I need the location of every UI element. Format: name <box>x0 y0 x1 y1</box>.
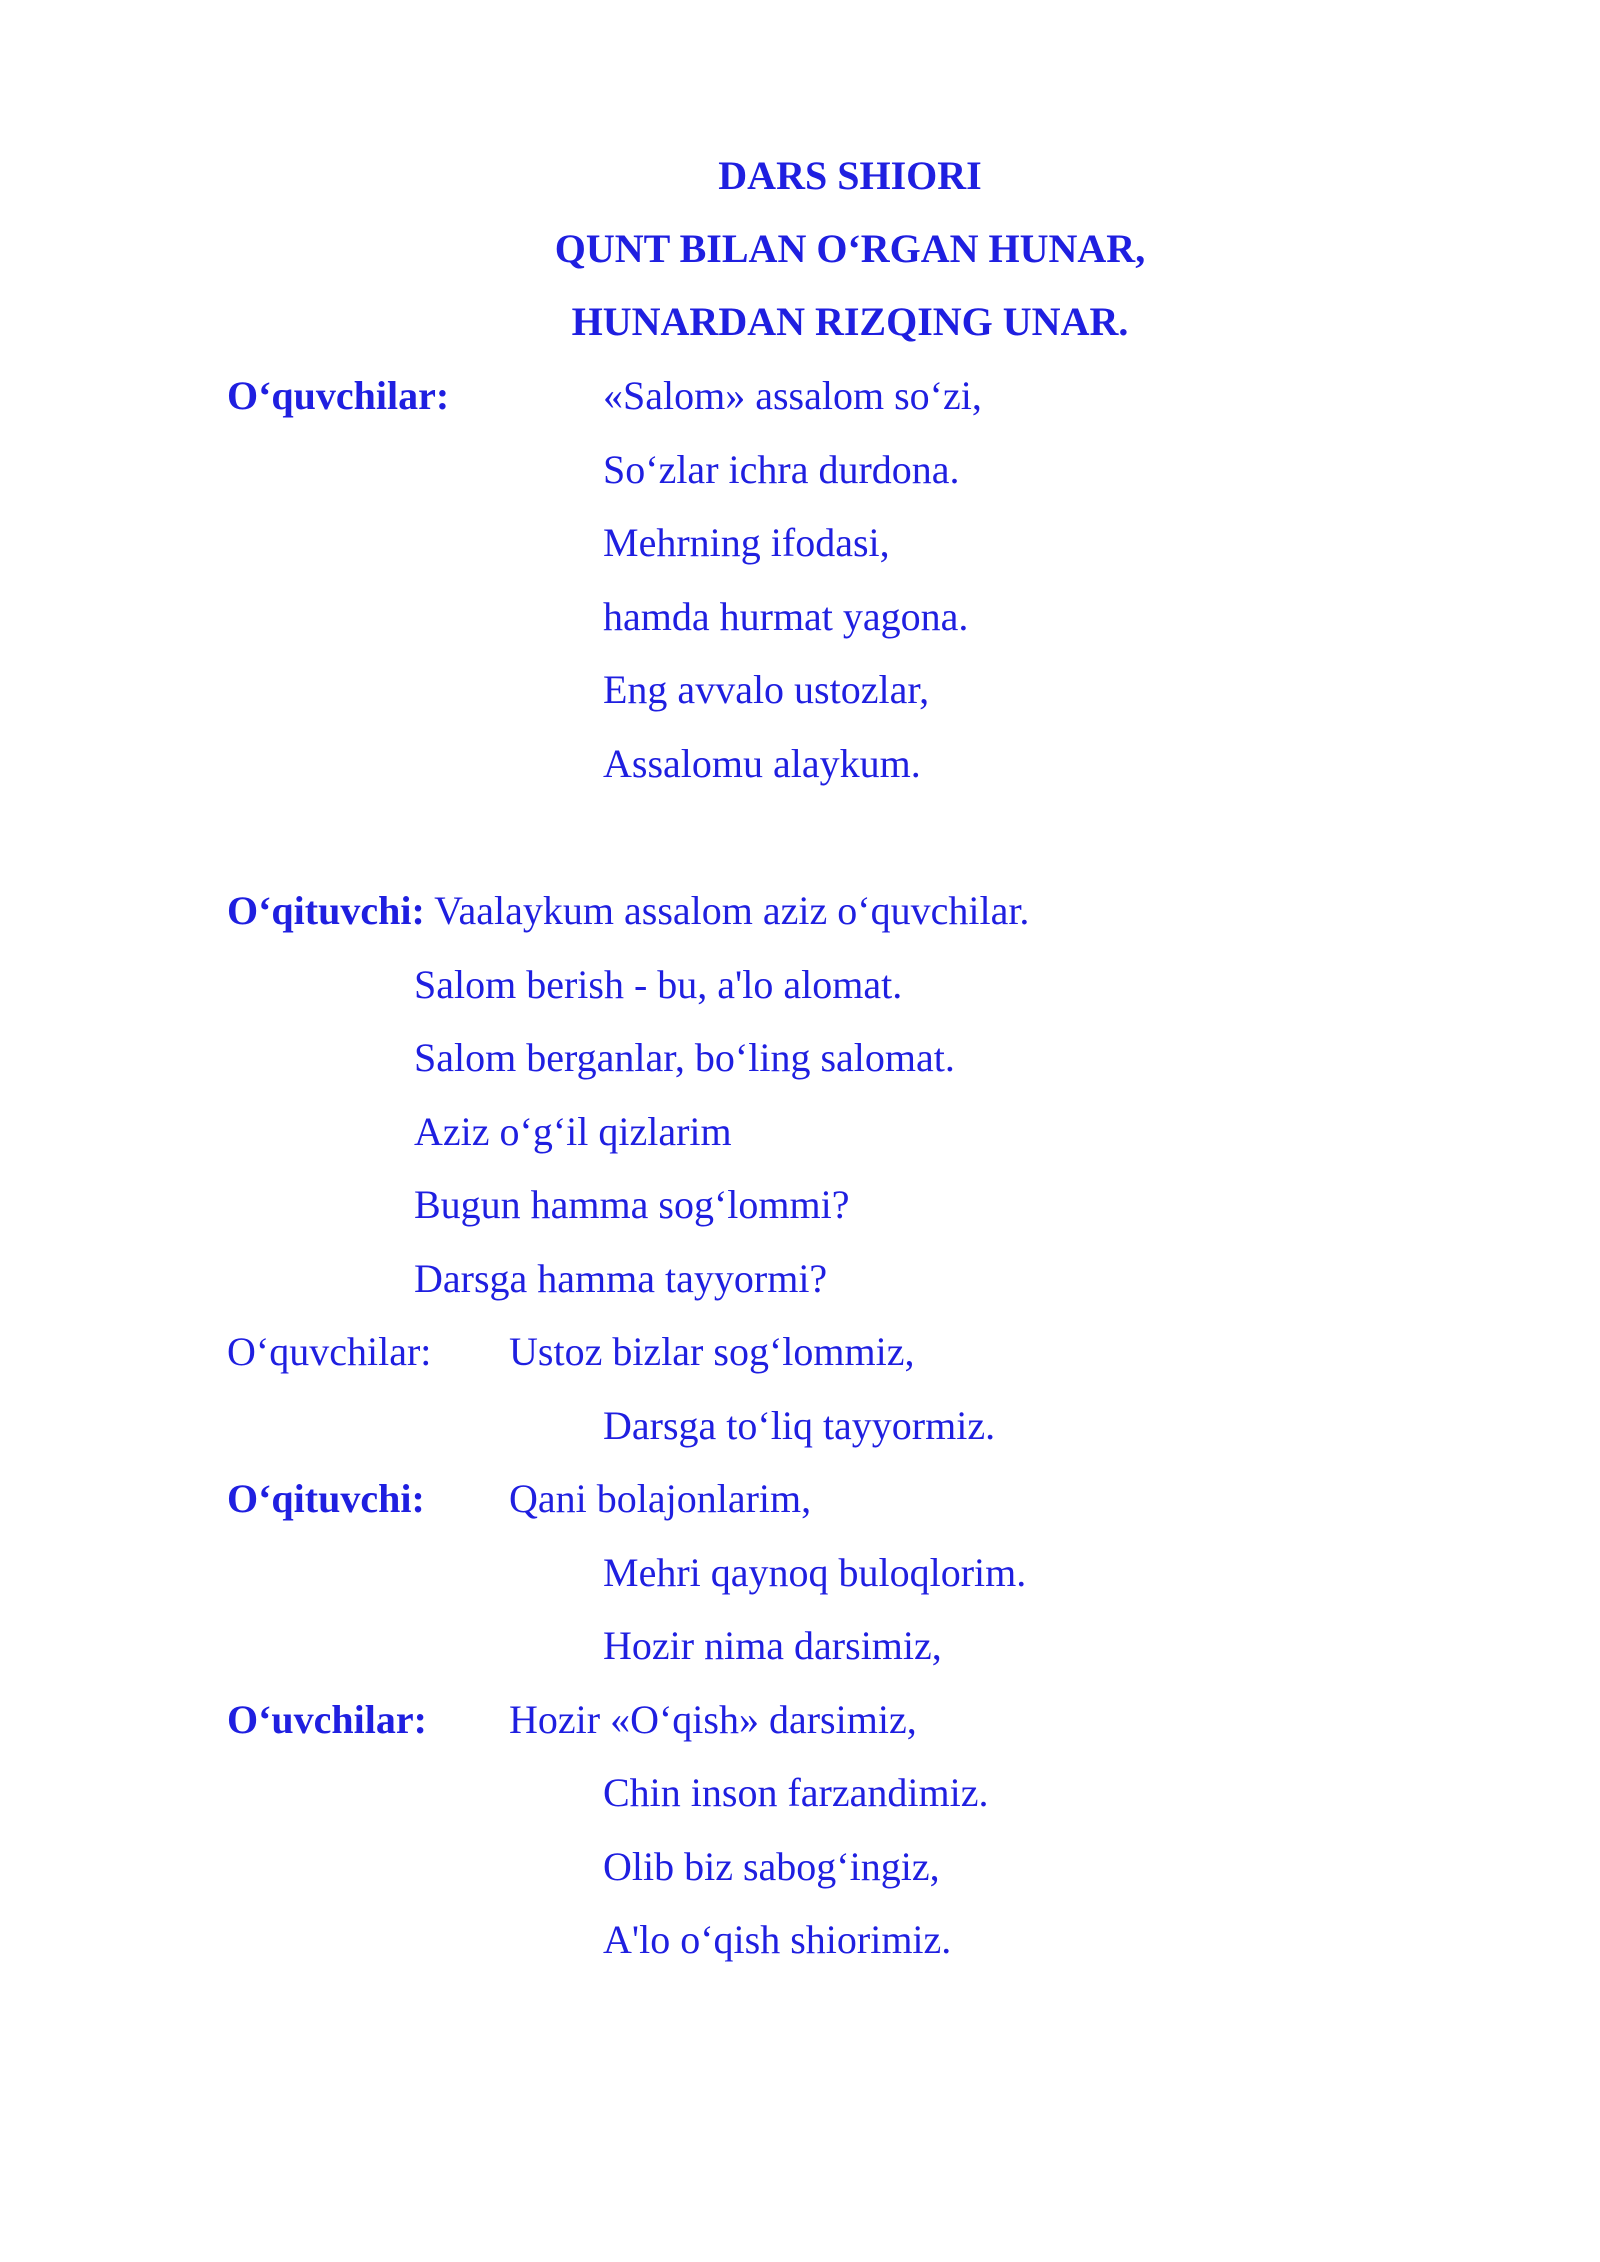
verse-line: hamda hurmat yagona. <box>603 594 969 639</box>
verse-line: Qani bolajonlarim, <box>509 1476 812 1521</box>
verse-line: Vaalaykum assalom aziz o‘quvchilar. <box>434 888 1030 933</box>
speaker-label: O‘quvchilar: <box>227 1329 432 1374</box>
speaker-label: O‘quvchilar: <box>227 373 450 418</box>
verse-line: A'lo o‘qish shiorimiz. <box>603 1917 952 1962</box>
speaker-label: O‘qituvchi: <box>227 888 425 933</box>
speaker-label: O‘qituvchi: <box>227 1476 425 1521</box>
verse-line: Assalomu alaykum. <box>603 741 921 786</box>
speaker-label: O‘uvchilar: <box>227 1697 427 1742</box>
verse-line: Salom berganlar, bo‘ling salomat. <box>414 1035 955 1080</box>
verse-line: Salom berish - bu, a'lo alomat. <box>414 962 903 1007</box>
verse-line: Hozir nima darsimiz, <box>603 1623 942 1668</box>
verse-line: So‘zlar ichra durdona. <box>603 447 960 492</box>
verse-line: «Salom» assalom so‘zi, <box>603 373 982 418</box>
verse-line: Hozir «O‘qish» darsimiz, <box>509 1697 917 1742</box>
verse-line: Chin inson farzandimiz. <box>603 1770 989 1815</box>
dialogue-line <box>227 887 1029 935</box>
verse-line: Eng avvalo ustozlar, <box>603 667 930 712</box>
verse-line: Bugun hamma sog‘lommi? <box>414 1182 850 1227</box>
verse-line: Darsga hamma tayyormi? <box>414 1256 828 1301</box>
verse-line: Mehrning ifodasi, <box>603 520 890 565</box>
verse-line: Aziz o‘g‘il qizlarim <box>414 1109 732 1154</box>
verse-line: Darsga to‘liq tayyormiz. <box>603 1403 996 1448</box>
verse-line: Olib biz sabog‘ingiz, <box>603 1844 940 1889</box>
heading-line-3: HUNARDAN RIZQING UNAR. <box>571 299 1129 344</box>
heading-line-2: QUNT BILAN O‘RGAN HUNAR, <box>554 226 1146 271</box>
heading-line-1: DARS SHIORI <box>718 153 982 198</box>
verse-line: Mehri qaynoq buloqlorim. <box>603 1550 1027 1595</box>
verse-line: Ustoz bizlar sog‘lommiz, <box>509 1329 915 1374</box>
